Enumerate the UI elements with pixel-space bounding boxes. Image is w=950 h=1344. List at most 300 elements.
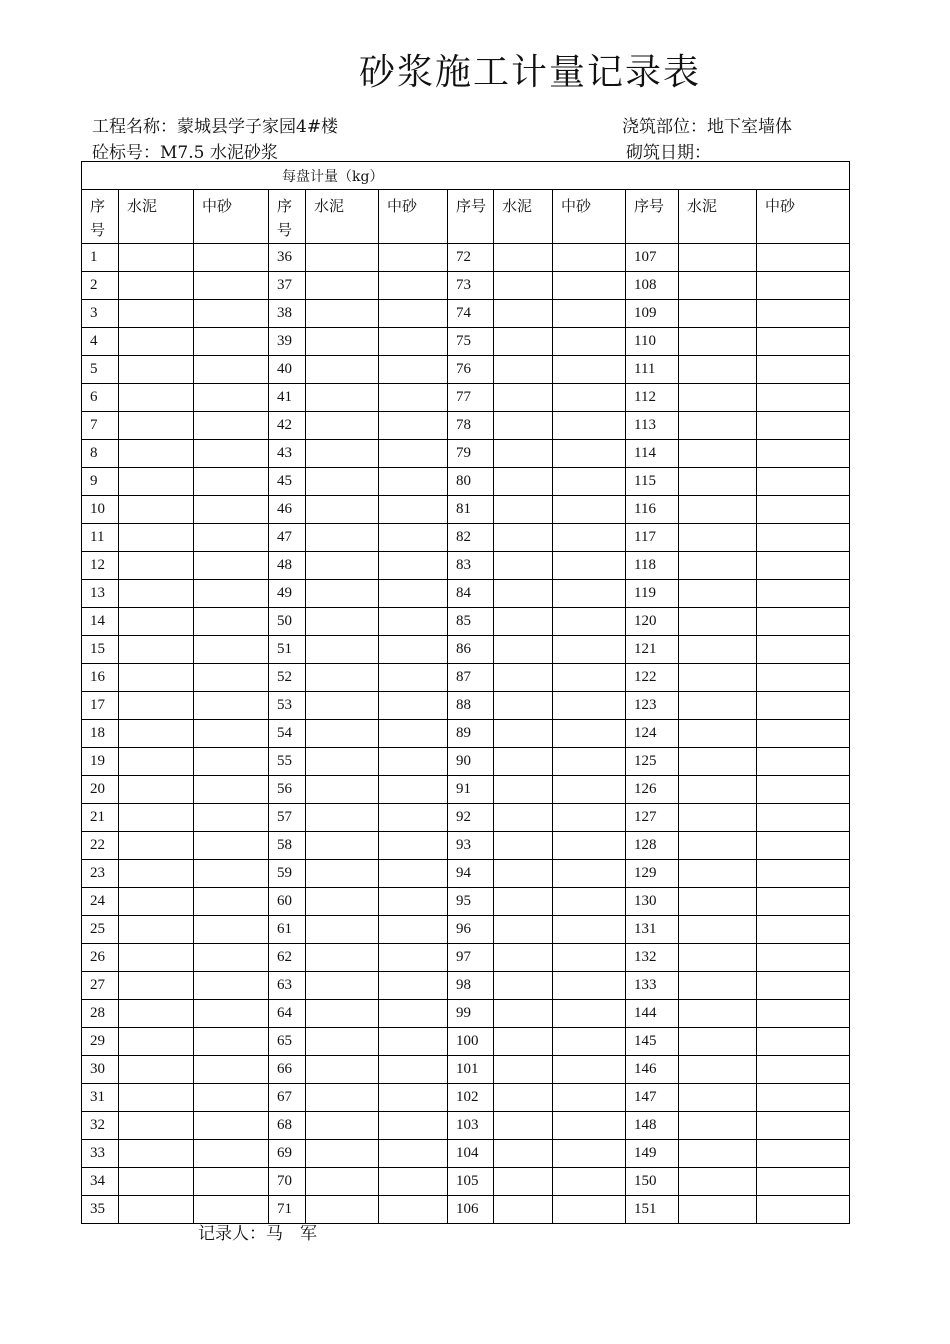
seq-cell: 108 bbox=[626, 272, 679, 300]
seq-cell: 19 bbox=[82, 748, 119, 776]
seq-cell: 46 bbox=[269, 496, 306, 524]
table-row bbox=[82, 1056, 850, 1084]
cement-cell bbox=[306, 1168, 379, 1196]
table-header-row bbox=[82, 190, 850, 244]
cement-cell bbox=[679, 1056, 757, 1084]
sand-cell bbox=[553, 608, 626, 636]
sand-cell bbox=[379, 580, 448, 608]
cement-cell bbox=[119, 1140, 194, 1168]
cement-cell bbox=[306, 720, 379, 748]
seq-cell: 113 bbox=[626, 412, 679, 440]
seq-cell: 39 bbox=[269, 328, 306, 356]
sand-cell bbox=[553, 664, 626, 692]
seq-cell: 127 bbox=[626, 804, 679, 832]
seq-cell: 151 bbox=[626, 1196, 679, 1224]
seq-cell: 10 bbox=[82, 496, 119, 524]
sand-cell bbox=[553, 1196, 626, 1224]
cement-cell bbox=[306, 244, 379, 272]
header-seq: 序号 bbox=[82, 190, 119, 244]
cement-cell bbox=[679, 328, 757, 356]
cement-cell bbox=[119, 720, 194, 748]
sand-cell bbox=[194, 440, 269, 468]
table-row bbox=[82, 1196, 850, 1224]
cement-cell bbox=[494, 328, 553, 356]
sand-cell bbox=[757, 524, 850, 552]
seq-cell: 63 bbox=[269, 972, 306, 1000]
sand-cell bbox=[194, 1140, 269, 1168]
cement-cell bbox=[679, 244, 757, 272]
seq-cell: 107 bbox=[626, 244, 679, 272]
header-seq: 序号 bbox=[269, 190, 306, 244]
seq-cell: 47 bbox=[269, 524, 306, 552]
sand-cell bbox=[757, 440, 850, 468]
cement-cell bbox=[306, 636, 379, 664]
cement-cell bbox=[494, 1112, 553, 1140]
seq-cell: 75 bbox=[448, 328, 494, 356]
header-cement: 水泥 bbox=[494, 190, 553, 244]
sand-cell bbox=[553, 468, 626, 496]
sand-cell bbox=[194, 1028, 269, 1056]
cement-cell bbox=[306, 804, 379, 832]
seq-cell: 56 bbox=[269, 776, 306, 804]
sand-cell bbox=[757, 1000, 850, 1028]
sand-cell bbox=[379, 552, 448, 580]
seq-cell: 30 bbox=[82, 1056, 119, 1084]
sand-cell bbox=[757, 692, 850, 720]
seq-cell: 120 bbox=[626, 608, 679, 636]
sand-cell bbox=[379, 972, 448, 1000]
build-date: 砌筑日期： bbox=[626, 143, 711, 163]
seq-cell: 38 bbox=[269, 300, 306, 328]
seq-cell: 49 bbox=[269, 580, 306, 608]
table-row bbox=[82, 412, 850, 440]
sand-cell bbox=[553, 692, 626, 720]
seq-cell: 124 bbox=[626, 720, 679, 748]
cement-cell bbox=[306, 300, 379, 328]
recorder: 记录人：马 军 bbox=[198, 1224, 317, 1244]
seq-cell: 129 bbox=[626, 860, 679, 888]
sand-cell bbox=[553, 552, 626, 580]
seq-cell: 24 bbox=[82, 888, 119, 916]
table-row bbox=[82, 300, 850, 328]
cement-cell bbox=[119, 580, 194, 608]
seq-cell: 59 bbox=[269, 860, 306, 888]
cement-cell bbox=[119, 272, 194, 300]
cement-cell bbox=[494, 1028, 553, 1056]
seq-cell: 144 bbox=[626, 1000, 679, 1028]
seq-cell: 97 bbox=[448, 944, 494, 972]
table-row bbox=[82, 636, 850, 664]
cement-cell bbox=[679, 552, 757, 580]
cement-cell bbox=[119, 1056, 194, 1084]
cement-cell bbox=[306, 916, 379, 944]
cement-cell bbox=[119, 440, 194, 468]
cement-cell bbox=[679, 1028, 757, 1056]
cement-cell bbox=[679, 860, 757, 888]
sand-cell bbox=[379, 468, 448, 496]
sand-cell bbox=[194, 832, 269, 860]
cement-cell bbox=[679, 972, 757, 1000]
sand-cell bbox=[194, 468, 269, 496]
seq-cell: 33 bbox=[82, 1140, 119, 1168]
sand-cell bbox=[553, 384, 626, 412]
table-row bbox=[82, 692, 850, 720]
seq-cell: 73 bbox=[448, 272, 494, 300]
seq-cell: 123 bbox=[626, 692, 679, 720]
sand-cell bbox=[553, 1140, 626, 1168]
cement-cell bbox=[119, 972, 194, 1000]
seq-cell: 79 bbox=[448, 440, 494, 468]
seq-cell: 148 bbox=[626, 1112, 679, 1140]
cement-cell bbox=[306, 356, 379, 384]
sand-cell bbox=[379, 748, 448, 776]
cement-cell bbox=[679, 636, 757, 664]
cement-cell bbox=[119, 664, 194, 692]
cement-cell bbox=[306, 1084, 379, 1112]
sand-cell bbox=[553, 972, 626, 1000]
seq-cell: 41 bbox=[269, 384, 306, 412]
sand-cell bbox=[757, 860, 850, 888]
seq-cell: 12 bbox=[82, 552, 119, 580]
page-title: 砂浆施工计量记录表 bbox=[358, 52, 701, 93]
cement-cell bbox=[679, 1084, 757, 1112]
seq-cell: 80 bbox=[448, 468, 494, 496]
cement-cell bbox=[679, 384, 757, 412]
cement-cell bbox=[306, 1140, 379, 1168]
table-row bbox=[82, 720, 850, 748]
seq-cell: 16 bbox=[82, 664, 119, 692]
header-seq: 序号 bbox=[448, 190, 494, 244]
seq-cell: 84 bbox=[448, 580, 494, 608]
sand-cell bbox=[194, 636, 269, 664]
sand-cell bbox=[757, 664, 850, 692]
seq-cell: 13 bbox=[82, 580, 119, 608]
seq-cell: 82 bbox=[448, 524, 494, 552]
seq-cell: 146 bbox=[626, 1056, 679, 1084]
seq-cell: 26 bbox=[82, 944, 119, 972]
seq-cell: 1 bbox=[82, 244, 119, 272]
sand-cell bbox=[757, 412, 850, 440]
seq-cell: 106 bbox=[448, 1196, 494, 1224]
table-row bbox=[82, 888, 850, 916]
cement-cell bbox=[679, 356, 757, 384]
cement-cell bbox=[494, 496, 553, 524]
cement-cell bbox=[494, 1140, 553, 1168]
cement-cell bbox=[119, 244, 194, 272]
header-sand: 中砂 bbox=[757, 190, 850, 244]
sand-cell bbox=[194, 692, 269, 720]
table-row bbox=[82, 272, 850, 300]
sand-cell bbox=[757, 972, 850, 1000]
sand-cell bbox=[757, 944, 850, 972]
cement-cell bbox=[494, 1084, 553, 1112]
sand-cell bbox=[757, 608, 850, 636]
cement-cell bbox=[119, 412, 194, 440]
sand-cell bbox=[757, 804, 850, 832]
cement-cell bbox=[119, 1028, 194, 1056]
sand-cell bbox=[379, 1084, 448, 1112]
seq-cell: 36 bbox=[269, 244, 306, 272]
seq-cell: 65 bbox=[269, 1028, 306, 1056]
cement-cell bbox=[306, 1112, 379, 1140]
cement-cell bbox=[679, 1000, 757, 1028]
cement-cell bbox=[119, 328, 194, 356]
sand-cell bbox=[194, 944, 269, 972]
seq-cell: 40 bbox=[269, 356, 306, 384]
seq-cell: 43 bbox=[269, 440, 306, 468]
seq-cell: 14 bbox=[82, 608, 119, 636]
cement-cell bbox=[679, 776, 757, 804]
seq-cell: 81 bbox=[448, 496, 494, 524]
sand-cell bbox=[553, 328, 626, 356]
seq-cell: 6 bbox=[82, 384, 119, 412]
cement-cell bbox=[679, 496, 757, 524]
sand-cell bbox=[379, 608, 448, 636]
header-sand: 中砂 bbox=[553, 190, 626, 244]
cement-cell bbox=[494, 804, 553, 832]
cement-cell bbox=[119, 916, 194, 944]
table-row bbox=[82, 384, 850, 412]
seq-cell: 61 bbox=[269, 916, 306, 944]
seq-cell: 62 bbox=[269, 944, 306, 972]
seq-cell: 58 bbox=[269, 832, 306, 860]
seq-cell: 77 bbox=[448, 384, 494, 412]
cement-cell bbox=[494, 412, 553, 440]
pour-location: 浇筑部位：地下室墙体 bbox=[622, 117, 792, 137]
cement-cell bbox=[119, 1196, 194, 1224]
sand-cell bbox=[194, 664, 269, 692]
sand-cell bbox=[553, 804, 626, 832]
seq-cell: 45 bbox=[269, 468, 306, 496]
table-row bbox=[82, 944, 850, 972]
seq-cell: 91 bbox=[448, 776, 494, 804]
table-row bbox=[82, 552, 850, 580]
sand-cell bbox=[757, 1112, 850, 1140]
sand-cell bbox=[757, 916, 850, 944]
cement-cell bbox=[306, 832, 379, 860]
seq-cell: 102 bbox=[448, 1084, 494, 1112]
cement-cell bbox=[679, 440, 757, 468]
sand-cell bbox=[757, 496, 850, 524]
seq-cell: 21 bbox=[82, 804, 119, 832]
seq-cell: 116 bbox=[626, 496, 679, 524]
cement-cell bbox=[494, 440, 553, 468]
sand-cell bbox=[757, 1028, 850, 1056]
seq-cell: 119 bbox=[626, 580, 679, 608]
seq-cell: 126 bbox=[626, 776, 679, 804]
sand-cell bbox=[194, 608, 269, 636]
cement-cell bbox=[306, 440, 379, 468]
seq-cell: 87 bbox=[448, 664, 494, 692]
sand-cell bbox=[194, 524, 269, 552]
sand-cell bbox=[757, 1168, 850, 1196]
sand-cell bbox=[194, 860, 269, 888]
sand-cell bbox=[194, 748, 269, 776]
seq-cell: 122 bbox=[626, 664, 679, 692]
header-sand: 中砂 bbox=[194, 190, 269, 244]
cement-cell bbox=[119, 608, 194, 636]
sand-cell bbox=[757, 776, 850, 804]
sand-cell bbox=[194, 496, 269, 524]
table-row bbox=[82, 748, 850, 776]
cement-cell bbox=[119, 776, 194, 804]
cement-cell bbox=[679, 272, 757, 300]
seq-cell: 95 bbox=[448, 888, 494, 916]
seq-cell: 28 bbox=[82, 1000, 119, 1028]
cement-cell bbox=[679, 944, 757, 972]
sand-cell bbox=[379, 244, 448, 272]
sand-cell bbox=[757, 300, 850, 328]
sand-cell bbox=[757, 328, 850, 356]
table-row bbox=[82, 580, 850, 608]
sand-cell bbox=[553, 832, 626, 860]
cement-cell bbox=[306, 384, 379, 412]
sand-cell bbox=[553, 1028, 626, 1056]
cement-cell bbox=[679, 1168, 757, 1196]
sand-cell bbox=[553, 860, 626, 888]
cement-cell bbox=[306, 580, 379, 608]
sand-cell bbox=[553, 440, 626, 468]
seq-cell: 133 bbox=[626, 972, 679, 1000]
sand-cell bbox=[194, 552, 269, 580]
sand-cell bbox=[379, 1056, 448, 1084]
cement-cell bbox=[306, 1028, 379, 1056]
seq-cell: 3 bbox=[82, 300, 119, 328]
sand-cell bbox=[379, 636, 448, 664]
cement-cell bbox=[679, 888, 757, 916]
sand-cell bbox=[553, 300, 626, 328]
sand-cell bbox=[379, 804, 448, 832]
cement-cell bbox=[119, 1168, 194, 1196]
cement-cell bbox=[679, 1140, 757, 1168]
sand-cell bbox=[194, 1056, 269, 1084]
sand-cell bbox=[757, 832, 850, 860]
sand-cell bbox=[757, 888, 850, 916]
table-caption: 每盘计量（kg） bbox=[82, 162, 850, 190]
sand-cell bbox=[757, 1084, 850, 1112]
cement-cell bbox=[494, 664, 553, 692]
seq-cell: 111 bbox=[626, 356, 679, 384]
seq-cell: 90 bbox=[448, 748, 494, 776]
seq-cell: 110 bbox=[626, 328, 679, 356]
sand-cell bbox=[379, 692, 448, 720]
sand-cell bbox=[553, 580, 626, 608]
sand-cell bbox=[757, 384, 850, 412]
cement-cell bbox=[119, 1112, 194, 1140]
seq-cell: 64 bbox=[269, 1000, 306, 1028]
cement-cell bbox=[679, 468, 757, 496]
sand-cell bbox=[757, 748, 850, 776]
sand-cell bbox=[194, 328, 269, 356]
cement-cell bbox=[494, 1196, 553, 1224]
sand-cell bbox=[757, 1056, 850, 1084]
seq-cell: 34 bbox=[82, 1168, 119, 1196]
sand-cell bbox=[194, 412, 269, 440]
record-table bbox=[81, 161, 850, 1224]
seq-cell: 48 bbox=[269, 552, 306, 580]
seq-cell: 32 bbox=[82, 1112, 119, 1140]
seq-cell: 51 bbox=[269, 636, 306, 664]
cement-cell bbox=[494, 944, 553, 972]
seq-cell: 4 bbox=[82, 328, 119, 356]
cement-cell bbox=[119, 944, 194, 972]
sand-cell bbox=[757, 1140, 850, 1168]
cement-cell bbox=[306, 1000, 379, 1028]
sand-cell bbox=[553, 1168, 626, 1196]
seq-cell: 88 bbox=[448, 692, 494, 720]
cement-cell bbox=[306, 468, 379, 496]
cement-cell bbox=[494, 1168, 553, 1196]
cement-cell bbox=[119, 524, 194, 552]
sand-cell bbox=[553, 272, 626, 300]
seq-cell: 54 bbox=[269, 720, 306, 748]
seq-cell: 83 bbox=[448, 552, 494, 580]
cement-cell bbox=[494, 916, 553, 944]
cement-cell bbox=[119, 832, 194, 860]
cement-cell bbox=[306, 748, 379, 776]
seq-cell: 57 bbox=[269, 804, 306, 832]
seq-cell: 23 bbox=[82, 860, 119, 888]
table-row bbox=[82, 524, 850, 552]
seq-cell: 128 bbox=[626, 832, 679, 860]
seq-cell: 101 bbox=[448, 1056, 494, 1084]
seq-cell: 42 bbox=[269, 412, 306, 440]
seq-cell: 60 bbox=[269, 888, 306, 916]
mortar-grade: 砼标号：M7.5 水泥砂浆 bbox=[92, 143, 278, 163]
seq-cell: 2 bbox=[82, 272, 119, 300]
seq-cell: 7 bbox=[82, 412, 119, 440]
cement-cell bbox=[679, 664, 757, 692]
seq-cell: 52 bbox=[269, 664, 306, 692]
sand-cell bbox=[757, 1196, 850, 1224]
cement-cell bbox=[679, 748, 757, 776]
cement-cell bbox=[306, 496, 379, 524]
cement-cell bbox=[306, 860, 379, 888]
seq-cell: 76 bbox=[448, 356, 494, 384]
cement-cell bbox=[119, 356, 194, 384]
table-row bbox=[82, 328, 850, 356]
seq-cell: 68 bbox=[269, 1112, 306, 1140]
cement-cell bbox=[494, 468, 553, 496]
table-row bbox=[82, 1140, 850, 1168]
seq-cell: 115 bbox=[626, 468, 679, 496]
cement-cell bbox=[494, 1056, 553, 1084]
sand-cell bbox=[194, 1000, 269, 1028]
sand-cell bbox=[553, 1112, 626, 1140]
table-caption-row bbox=[82, 162, 850, 190]
cement-cell bbox=[679, 580, 757, 608]
sand-cell bbox=[194, 580, 269, 608]
cement-cell bbox=[494, 692, 553, 720]
seq-cell: 145 bbox=[626, 1028, 679, 1056]
sand-cell bbox=[553, 496, 626, 524]
cement-cell bbox=[119, 692, 194, 720]
seq-cell: 72 bbox=[448, 244, 494, 272]
seq-cell: 114 bbox=[626, 440, 679, 468]
seq-cell: 132 bbox=[626, 944, 679, 972]
sand-cell bbox=[379, 860, 448, 888]
table-row bbox=[82, 776, 850, 804]
cement-cell bbox=[679, 524, 757, 552]
sand-cell bbox=[757, 356, 850, 384]
sand-cell bbox=[379, 300, 448, 328]
sand-cell bbox=[379, 1140, 448, 1168]
sand-cell bbox=[553, 636, 626, 664]
cement-cell bbox=[679, 692, 757, 720]
seq-cell: 104 bbox=[448, 1140, 494, 1168]
cement-cell bbox=[494, 720, 553, 748]
sand-cell bbox=[379, 412, 448, 440]
